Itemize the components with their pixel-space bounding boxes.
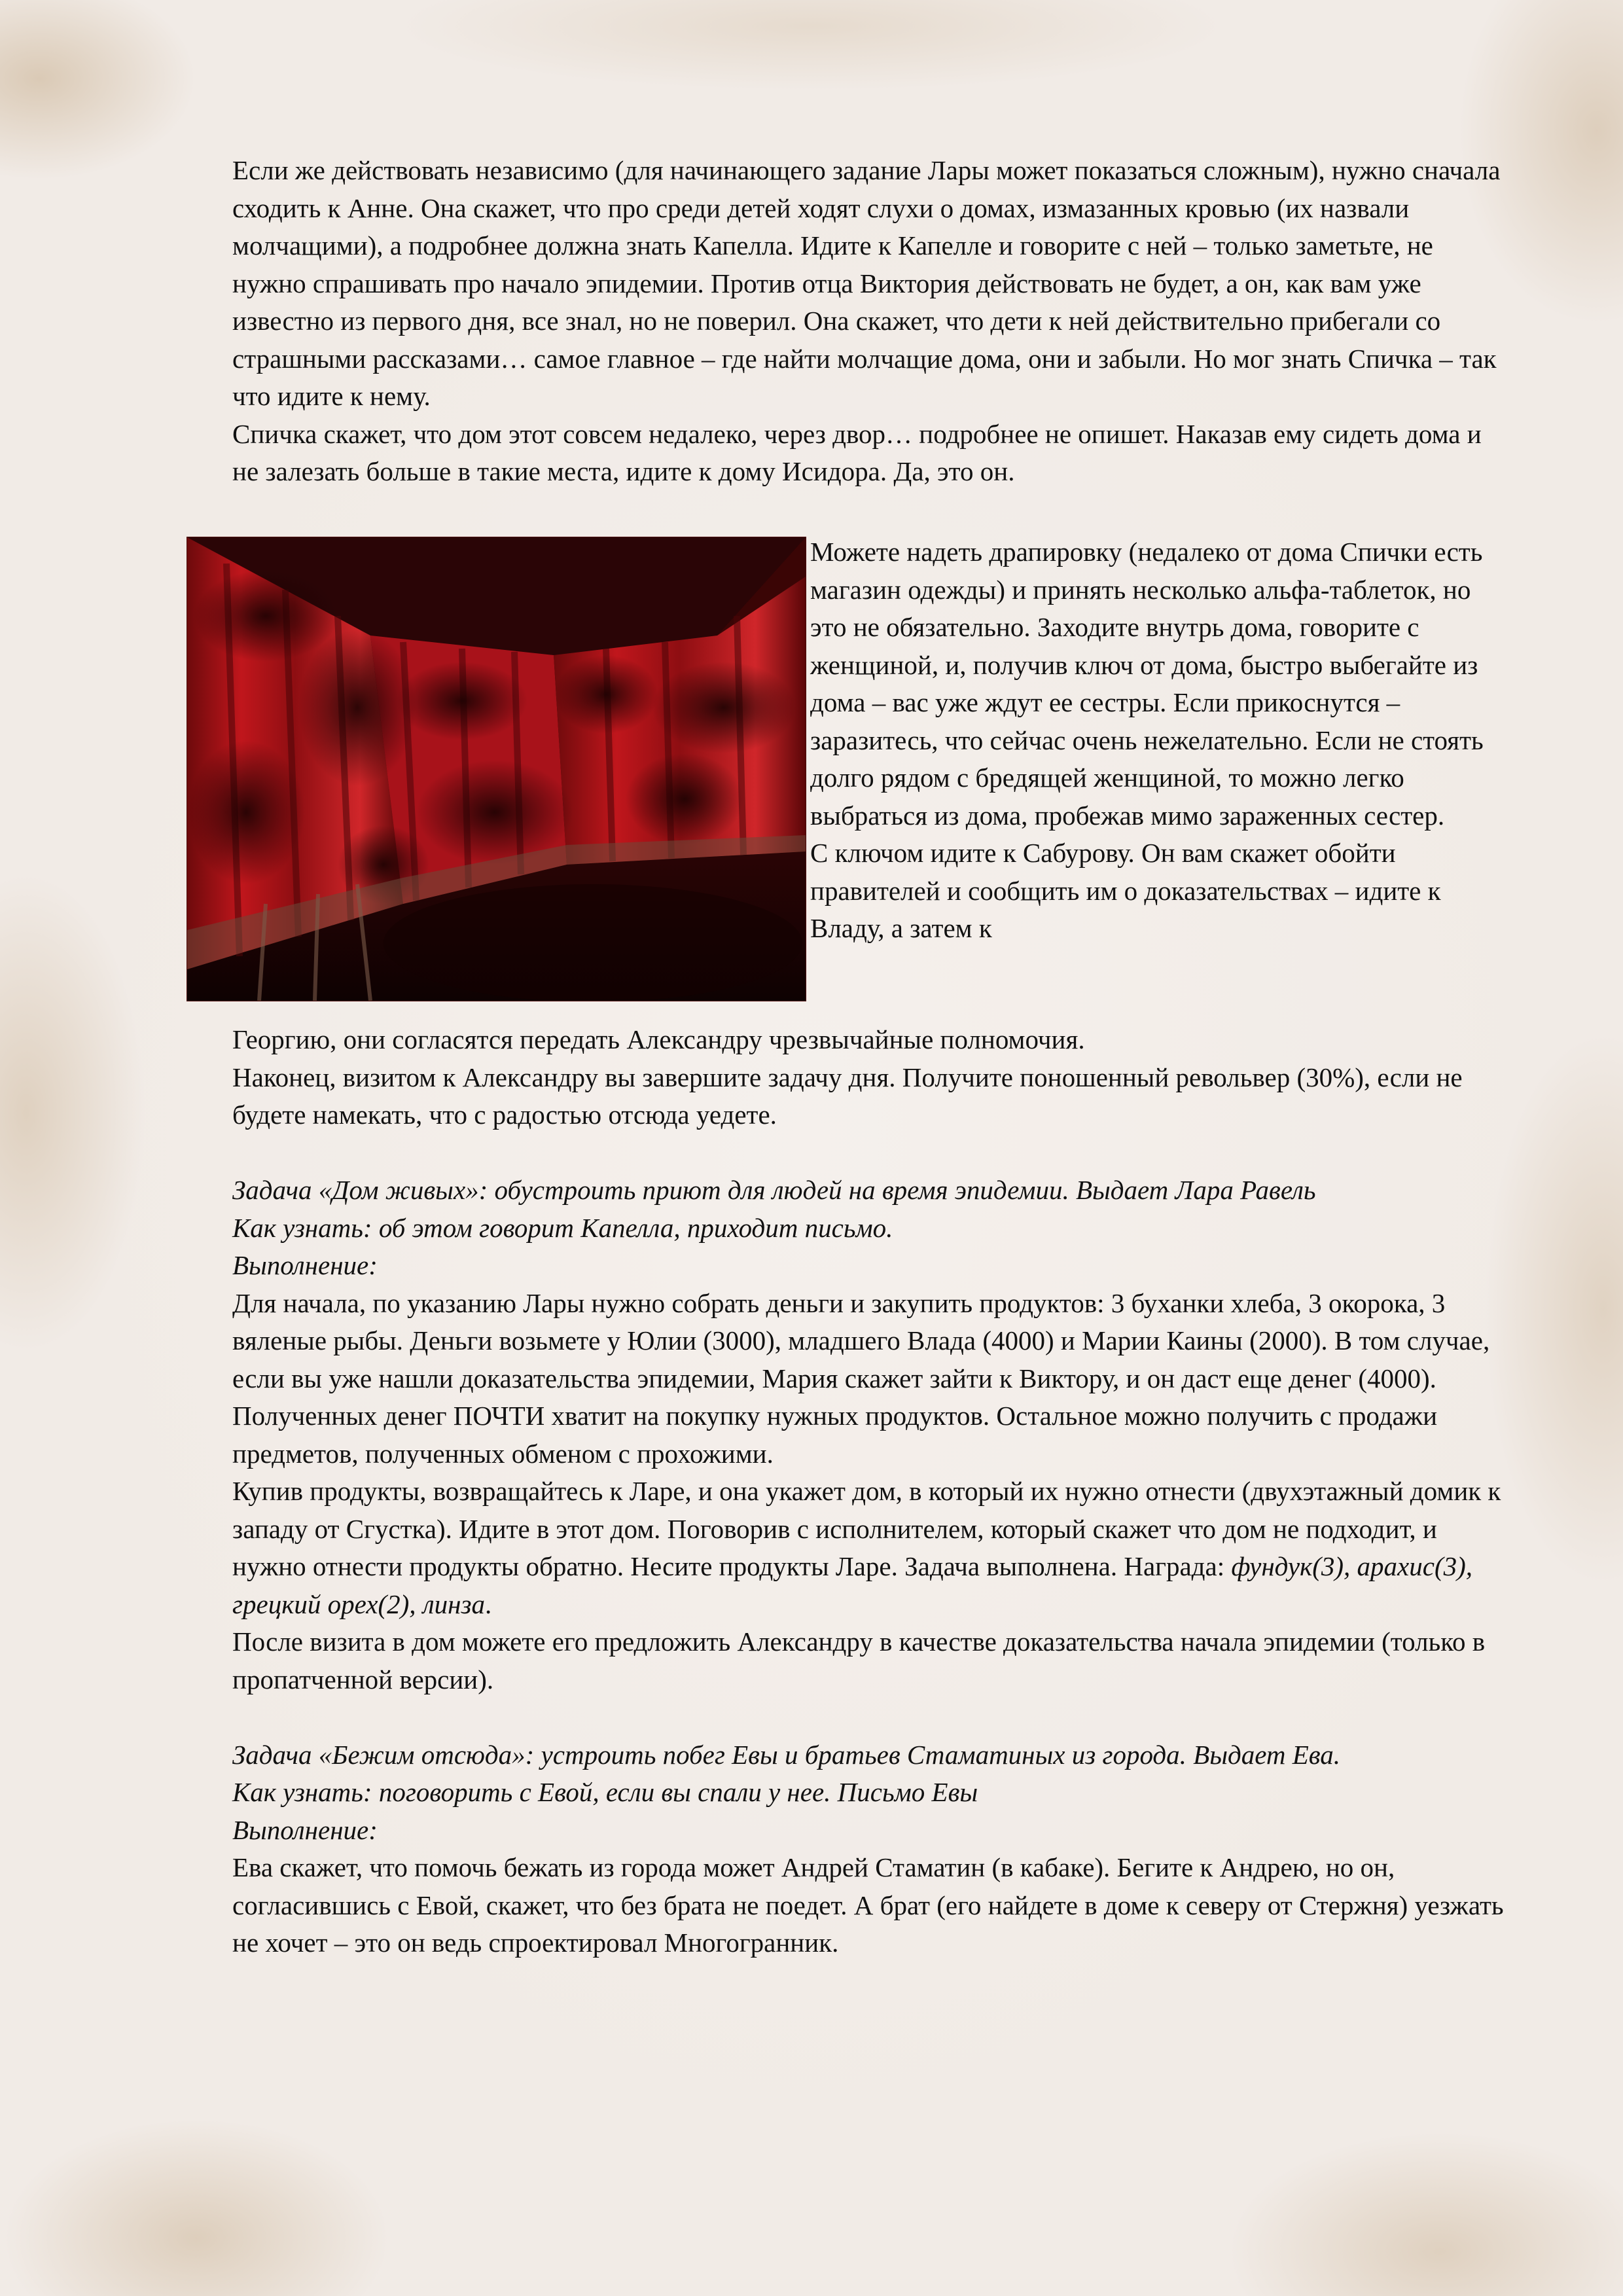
task1-body1: Для начала, по указанию Лары нужно собрать деньги и закупить продуктов: 3 буханки хлеба, 3 окорока, 3 вяленые рыбы. Деньги возьмете у Юлии (3000), младшего Влада (4000) и Марии Каины (2000). В том случае, если вы уже нашли доказательства эпидемии, Мария скажет зайти к Виктору, и он даст еще денег (4000). Полученных денег ПОЧТИ хватит на покупку нужных продуктов. Остальное можно получить с продажи предметов, полученных обменом с прохожими. (232, 1287, 1490, 1469)
task1-body2 (232, 1473, 1512, 1623)
paragraph-georgiy: Георгию, они согласятся передать Александру чрезвычайные полномочия. (232, 1024, 1085, 1054)
task1-body2-start: Купив продукты, возвращайтесь к Ларе, и она укажет дом, в который их нужно отнести (двухэтажный домик к западу от Сгустка). Идите в этот дом. Поговорив с исполнителем, который скажет что дом не подходит, и нужно отнести продукты обратно. Несите продукты Ларе. Задача выполнена. Награда: (232, 1476, 1501, 1581)
task1-how: Как узнать: об этом говорит Капелла, приходит письмо. (232, 1212, 893, 1243)
task1-exec-label: Выполнение: (232, 1250, 378, 1280)
red-room-image (187, 537, 806, 1001)
spacer (232, 1134, 1512, 1172)
task1-body3: После визита в дом можете его предложить Александру в качестве доказательства начала эпидемии (только в пропатченной версии). (232, 1626, 1486, 1695)
paragraph-saburov: С ключом идите к Сабурову. Он вам скажет обойти правителей и сообщить им о доказательствах – идите к Владу, а затем к (810, 838, 1441, 943)
paragraph-alexander: Наконец, визитом к Александру вы завершите задачу дня. Получите поношенный револьвер (30%), если не будете намекать, что с радостью отсюда уедете. (232, 1062, 1463, 1130)
paragraph-isidor-house: Можете надеть драпировку (недалеко от дома Спички есть магазин одежды) и принять несколько альфа-таблеток, но это не обязательно. Заходите внутрь дома, говорите с женщиной, и, получив ключ от дома, быстро выбегайте из дома – вас уже ждут ее сестры. Если прикоснутся – заразитесь, что сейчас очень нежелательно. Если не стоять долго рядом с бредящей женщиной, то можно легко выбраться из дома, пробежав мимо зараженных сестер. (810, 537, 1484, 831)
paragraph-spichka: Спичка скажет, что дом этот совсем недалеко, через двор… подробнее не опишет. Наказав ему сидеть дома и не залезать больше в такие места, идите к дому Исидора. Да, это он. (232, 418, 1482, 486)
task1-title: Задача «Дом живых»: обустроить приют для людей на время эпидемии. Выдает Лара Равель (232, 1175, 1316, 1205)
task1-body2-end: . (485, 1588, 492, 1619)
task2-title: Задача «Бежим отсюда»: устроить побег Евы и братьев Стаматиных из города. Выдает Ева. (232, 1739, 1341, 1770)
main-text (232, 1021, 1512, 1962)
spacer (232, 1698, 1512, 1736)
paragraph-anna: Если же действовать независимо (для начинающего задание Лары может показаться сложным), нужно сначала сходить к Анне. Она скажет, что про среди детей ходят слухи о домах, измазанных кровью (их назвали молчащими), а подробнее должна знать Капелла. Идите к Капелле и говорите с ней – только заметьте, не нужно спрашивать про начало эпидемии. Против отца Виктория действовать не будет, а он, как вам уже известно из первого дня, все знал, но не поверил. Она скажет, что дети к ней действительно прибегали со страшными рассказами… самое главное – где найти молчащие дома, они и забыли. Но мог знать Спичка – так что идите к нему. (232, 155, 1501, 411)
task1-reward: фундук(3), арахис(3), грецкий орех(2), линза (232, 1551, 1472, 1619)
task2-how: Как узнать: поговорить с Евой, если вы спали у нее. Письмо Евы (232, 1777, 978, 1807)
task2-exec-label: Выполнение: (232, 1814, 378, 1845)
intro-text (232, 152, 1512, 491)
red-room-illustration (187, 537, 806, 1001)
wrapped-text (810, 533, 1514, 948)
task2-body1: Ева скажет, что помочь бежать из города может Андрей Стаматин (в кабаке). Бегите к Андрею, но он, согласившись с Евой, скажет, что без брата не поедет. А брат (его найдете в доме к северу от Стержня) уезжать не хочет – это он ведь спроектировал Многогранник. (232, 1852, 1504, 1958)
